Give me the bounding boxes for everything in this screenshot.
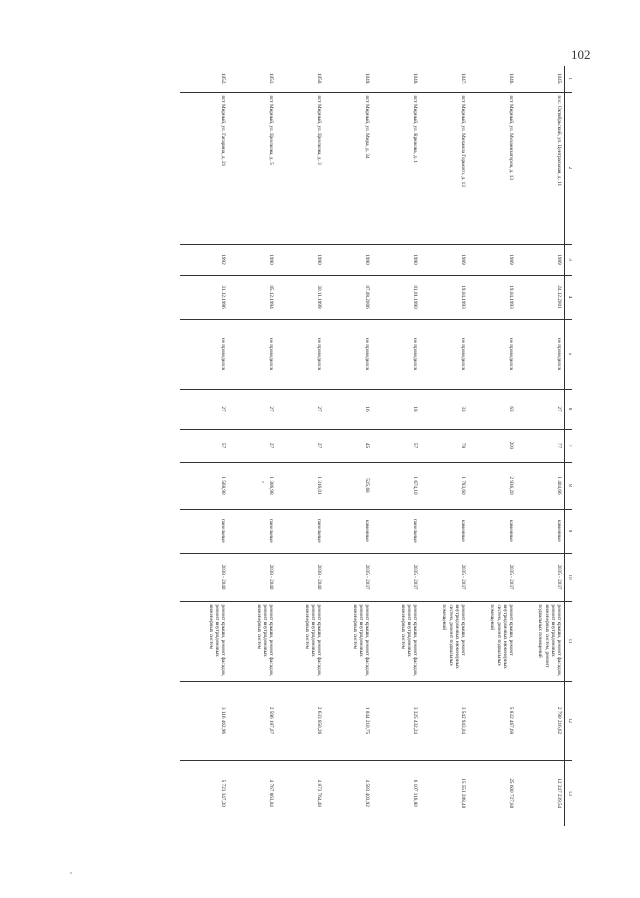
column-number: 3 xyxy=(565,244,573,275)
table-row xyxy=(372,66,420,826)
table-row xyxy=(180,66,228,826)
column-number: 9 xyxy=(565,509,573,553)
col7-cell: 201 xyxy=(468,429,516,462)
period-cell: 2038 - 2040 xyxy=(276,553,324,601)
table-row xyxy=(228,66,276,826)
cost-cell: 2 790 216,62 xyxy=(516,681,565,760)
build-year-cell: 1989 xyxy=(420,244,468,275)
privatization-cell: не проводился xyxy=(180,319,228,389)
cost-cell: 5 832 467,68 xyxy=(468,681,516,760)
period-cell: 2038 - 2040 xyxy=(228,553,276,601)
col7-cell: 45 xyxy=(324,429,372,462)
period-cell: 2035 - 2037 xyxy=(372,553,420,601)
table-row xyxy=(420,66,468,826)
total-cost-cell: 4 583 403,92 xyxy=(364,779,370,807)
cost-cell: 3 325 432,24 xyxy=(372,681,420,760)
column-number: 12 xyxy=(565,681,573,760)
col6-cell: 16 xyxy=(324,389,372,429)
wall-material-cell: панельные xyxy=(372,509,420,553)
row-number: 1048. xyxy=(372,66,420,92)
works-cell: ремонт крыши, ремонт внутридомовых инженерных систем, ремонт подвальных помещений xyxy=(468,601,516,681)
address-cell: пгт Мирный, ул. Крюкова, д. 1 xyxy=(372,92,420,244)
row-number: 1045. xyxy=(516,66,565,92)
col6-cell: 27 xyxy=(180,389,228,429)
date-cell: 30.11.1999 xyxy=(276,275,324,319)
column-number: 2 xyxy=(565,92,573,244)
date-cell: 07.08.2006 xyxy=(324,275,372,319)
total-cost-cell: 5 723 347,20 xyxy=(220,779,226,807)
rotated-table-wrapper xyxy=(107,66,572,826)
scan-speck xyxy=(70,872,72,874)
works-cell: ремонт крыши, ремонт фасадов, ремонт внутридомовых инженерных систем xyxy=(324,601,372,681)
column-number: 13 xyxy=(565,760,573,826)
area-cell: 1 306,98 xyxy=(228,462,276,509)
row-number: 1052. xyxy=(180,66,228,92)
date-cell: 19.04.1993 xyxy=(468,275,516,319)
wall-material-cell: панельные xyxy=(228,509,276,553)
col6-cell: 18 xyxy=(372,389,420,429)
area-cell: 1 674,10 xyxy=(372,462,420,509)
date-cell: 05.12.1994 xyxy=(228,275,276,319)
wall-material-cell: каменные xyxy=(324,509,372,553)
area-cell: 525,68 xyxy=(324,462,372,509)
wall-material-cell: каменные xyxy=(516,509,565,553)
table-body xyxy=(180,66,572,826)
privatization-cell: не проводился xyxy=(276,319,324,389)
address-cell: пгт Мирный, ул. Гагарина, д. 21 xyxy=(180,92,228,244)
col7-cell: 27 xyxy=(228,429,276,462)
build-year-cell: 1989 xyxy=(468,244,516,275)
area-cell: 1 404,66 xyxy=(516,462,565,509)
works-cell: ремонт крыши, ремонт фасадов, ремонт внутридомовых инженерных систем xyxy=(372,601,420,681)
col6-cell: 63 xyxy=(468,389,516,429)
wall-material-cell: каменные xyxy=(420,509,468,553)
row-number: 1047. xyxy=(420,66,468,92)
col7-cell: 78 xyxy=(420,429,468,462)
period-cell: 2035 - 2037 xyxy=(324,553,372,601)
area-cell: 1 316,01 xyxy=(276,462,324,509)
page-number: 102 xyxy=(571,47,591,62)
date-cell: 01.01.1990 xyxy=(372,275,420,319)
table-row xyxy=(516,66,565,826)
privatization-cell: не проводился xyxy=(468,319,516,389)
column-number: 10 xyxy=(565,553,573,601)
period-cell: 2038 - 2040 xyxy=(180,553,228,601)
total-cost-cell: 25 600 727,80 xyxy=(508,778,514,809)
col7-cell: 27 xyxy=(276,429,324,462)
address-cell: пгт Мирный, ул. Михаила Горького, д. 13 xyxy=(420,92,468,244)
privatization-cell: не проводился xyxy=(420,319,468,389)
privatization-cell: не проводился xyxy=(372,319,420,389)
column-number: 6 xyxy=(565,389,573,429)
cost-cell: 1 044 210,75 xyxy=(324,681,372,760)
column-number: 11 xyxy=(565,601,573,681)
build-year-cell: 1990 xyxy=(276,244,324,275)
address-cell: пос. Октябрьский, ул. Центральная, д. 11 xyxy=(516,92,565,244)
col6-cell: 27 xyxy=(228,389,276,429)
build-year-cell: 1990 xyxy=(372,244,420,275)
works-cell: ремонт крыши, ремонт внутридомовых инженерных систем, ремонт подвальных помещений xyxy=(420,601,468,681)
build-year-cell: 1989 xyxy=(516,244,565,275)
col7-cell: 57 xyxy=(180,429,228,462)
address-cell: пгт Мирный, ул. Мира, д. 34 xyxy=(324,92,372,244)
wall-material-cell: панельные xyxy=(276,509,324,553)
col6-cell: 27 xyxy=(276,389,324,429)
column-number: 1 xyxy=(565,66,573,92)
build-year-cell: 1990 xyxy=(228,244,276,275)
cost-cell: 3 542 943,04 xyxy=(420,681,468,760)
total-cost-cell: 4 767 863,04 xyxy=(268,779,274,807)
period-cell: 2035 - 2037 xyxy=(420,553,468,601)
area-cell: 1 568,90 xyxy=(180,462,228,509)
col7-cell: 77 xyxy=(516,429,565,462)
row-number: 1051. xyxy=(228,66,276,92)
works-cell: ремонт крыши, ремонт фасадов, ремонт внутридомовых инженерных систем xyxy=(180,601,228,681)
cost-cell: 2 633 850,26 xyxy=(276,681,324,760)
privatization-cell: не проводился xyxy=(516,319,565,389)
build-year-cell: 1992 xyxy=(180,244,228,275)
date-cell: 31.12.1996 xyxy=(180,275,228,319)
cost-cell: 2 596 187,07 xyxy=(228,681,276,760)
privatization-cell: не проводился xyxy=(228,319,276,389)
housing-program-table xyxy=(180,66,572,826)
column-number: 5 xyxy=(565,319,573,389)
cost-cell: 3 116 462,96 xyxy=(180,681,228,760)
column-number: 7 xyxy=(565,429,573,462)
column-number-row xyxy=(565,66,573,826)
col7-cell: 57 xyxy=(372,429,420,462)
date-cell: 24.12.2001 xyxy=(516,275,565,319)
column-number: 4 xyxy=(565,275,573,319)
table-row xyxy=(468,66,516,826)
area-cell: 1 783,60 xyxy=(420,462,468,509)
address-cell: пгт Мирный, ул. Механизаторов, д. 13 xyxy=(468,92,516,244)
total-cost-cell: 12 247 239,54 xyxy=(556,778,562,809)
period-cell: 2035 - 2037 xyxy=(468,553,516,601)
table-row xyxy=(276,66,324,826)
privatization-cell: не проводился xyxy=(324,319,372,389)
col6-cell: 27 xyxy=(516,389,565,429)
total-cost-cell: 6 107 116,80 xyxy=(412,779,418,807)
build-year-cell: 1990 xyxy=(324,244,372,275)
row-number: 1050. xyxy=(276,66,324,92)
row-number: 1049. xyxy=(324,66,372,92)
period-cell: 2035 - 2037 xyxy=(516,553,565,601)
works-cell: ремонт крыши, ремонт фасадов, ремонт внутридомовых инженерных систем xyxy=(276,601,324,681)
area-cell: 2 936,20 xyxy=(468,462,516,509)
row-number: 1046. xyxy=(468,66,516,92)
scan-speck xyxy=(262,481,264,483)
address-cell: пгт Мирный, ул. Циолкова, д. 3 xyxy=(276,92,324,244)
address-cell: пгт Мирный, ул. Циолкова, д. 5 xyxy=(228,92,276,244)
wall-material-cell: каменные xyxy=(468,509,516,553)
date-cell: 19.04.1993 xyxy=(420,275,468,319)
total-cost-cell: 15 551 208,40 xyxy=(460,778,466,809)
column-number: 8 xyxy=(565,462,573,509)
works-cell: ремонт крыши, ремонт фасадов, ремонт внутридомовых инженерных систем xyxy=(228,601,276,681)
works-cell: ремонт крыши, ремонт фасадов, ремонт внутридомовых инженерных систем, ремонт подвальных помещений xyxy=(516,601,565,681)
col6-cell: 33 xyxy=(420,389,468,429)
table-row xyxy=(324,66,372,826)
total-cost-cell: 4 873 764,48 xyxy=(316,779,322,807)
wall-material-cell: панельные xyxy=(180,509,228,553)
